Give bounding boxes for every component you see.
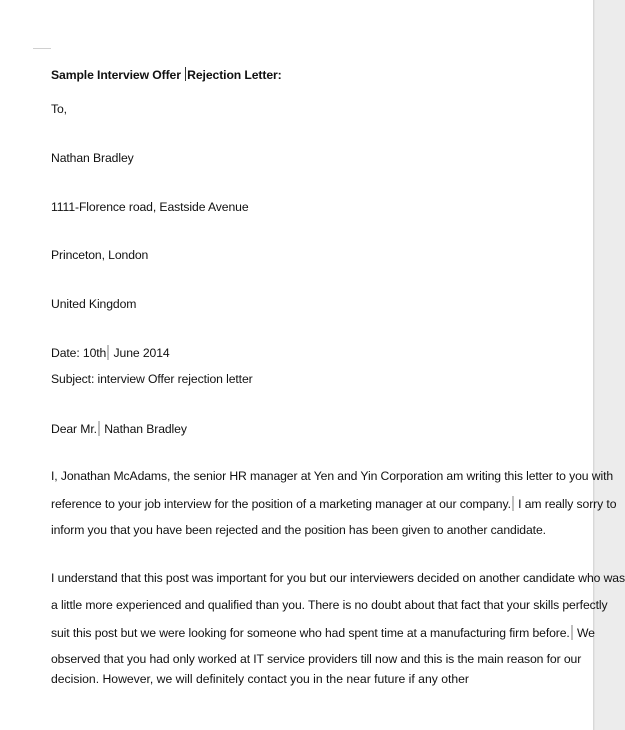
date-part1: Date: 10th (51, 346, 107, 360)
address-line-2: Princeton, London (51, 248, 149, 262)
greeting-part1: Dear Mr. (51, 422, 97, 436)
formatting-mark (107, 345, 109, 360)
letter-greeting (51, 421, 187, 436)
formatting-mark (98, 421, 100, 436)
para2-line4: observed that you had only worked at IT service providers till now and this is the main reason for our (51, 652, 582, 666)
para2-line5: decision. However, we will definitely contact you in the near future if any other (51, 672, 469, 686)
letter-date (51, 345, 170, 360)
salutation-to: To, (51, 102, 67, 116)
letter-title (51, 67, 282, 82)
letter-title-part2: Rejection Letter: (187, 68, 282, 82)
para2-line5-cutoff (51, 672, 469, 686)
greeting-part2: Nathan Bradley (100, 422, 187, 436)
para2-line3-part2: We (573, 626, 595, 640)
para2-line1: I understand that this post was important for you but our interviewers decided on another candidate who was (51, 571, 625, 585)
formatting-mark (571, 625, 573, 640)
para1-line2-part2: I am really sorry to (514, 497, 617, 511)
recipient-name: Nathan Bradley (51, 151, 134, 165)
para1-line2-part1: reference to your job interview for the position of a marketing manager at our company. (51, 497, 511, 511)
para2-line3 (51, 625, 595, 640)
date-part2: June 2014 (110, 346, 170, 360)
address-line-1: 1111-Florence road, Eastside Avenue (51, 200, 249, 214)
letter-subject: Subject: interview Offer rejection letter (51, 372, 253, 386)
para2-line2: a little more experienced and qualified than you. There is no doubt about that fact that your skills perfectly (51, 598, 608, 612)
para1-line1: I, Jonathan McAdams, the senior HR manager at Yen and Yin Corporation am writing this letter to you with (51, 469, 614, 483)
para1-line2 (51, 496, 616, 511)
formatting-mark (512, 496, 514, 511)
address-line-3: United Kingdom (51, 297, 137, 311)
para2-line3-part1: suit this post but we were looking for someone who had spent time at a manufacturing firm before. (51, 626, 570, 640)
letter-title-part1: Sample Interview Offer (51, 68, 185, 82)
para1-line3: inform you that you have been rejected and the position has been given to another candidate. (51, 523, 546, 537)
page-corner-mark (33, 48, 51, 49)
